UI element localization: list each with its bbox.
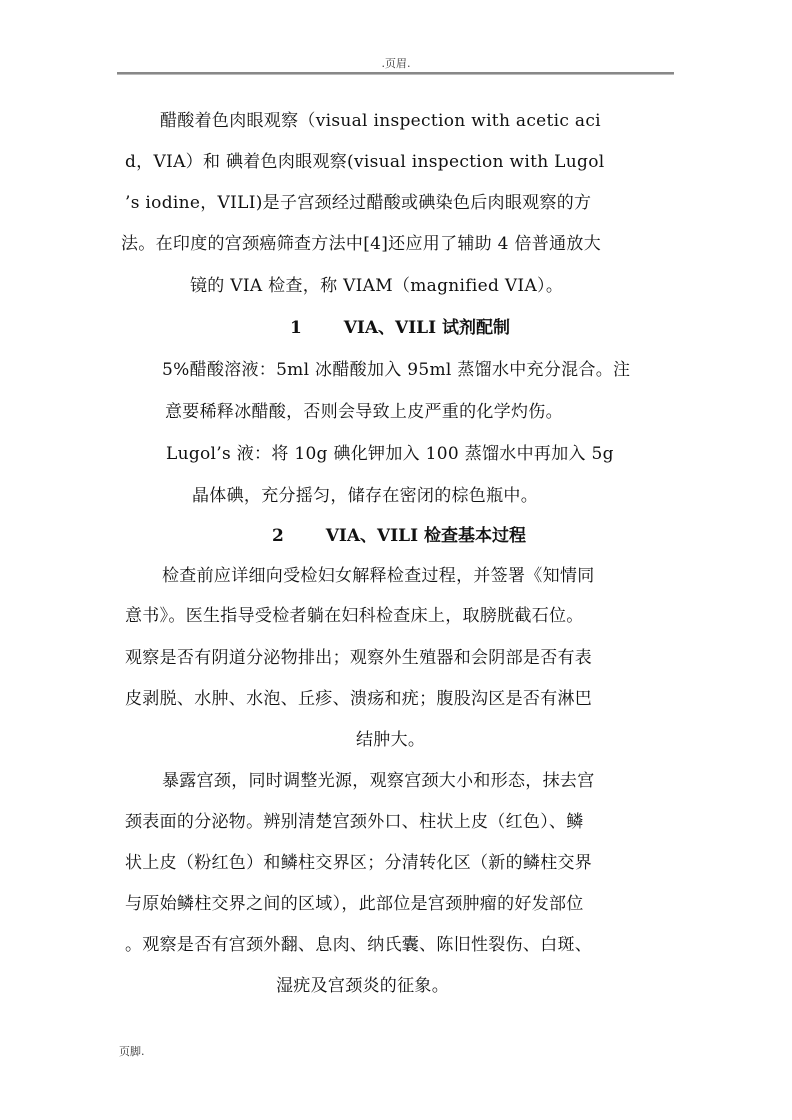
- heading-number: 1: [290, 318, 302, 338]
- heading-number: 2: [272, 526, 284, 546]
- heading-title: VIA、VILI 试剂配制: [343, 318, 510, 338]
- text-line: d，VIA）和 碘着色肉眼观察(visual inspection with Lugol: [125, 152, 605, 172]
- text-line: 晶体碘，充分摇匀，储存在密闭的棕色瓶中。: [192, 486, 538, 506]
- text-line: 意要稀释冰醋酸，否则会导致上皮严重的化学灼伤。: [165, 402, 563, 422]
- text-line: 湿疣及宫颈炎的征象。: [276, 976, 449, 996]
- text-line: 。观察是否有宫颈外翻、息肉、纳氏囊、陈旧性裂伤、白斑、: [125, 935, 593, 955]
- text-line: 观察是否有阴道分泌物排出；观察外生殖器和会阴部是否有表: [125, 648, 593, 668]
- text-line: 状上皮（粉红色）和鳞柱交界区；分清转化区（新的鳞柱交界: [125, 853, 593, 873]
- text-line: 皮剥脱、水肿、水泡、丘疹、溃疡和疣；腹股沟区是否有淋巴: [125, 689, 593, 709]
- text-line: 镜的 VIA 检查，称 VIAM（magnified VIA）。: [190, 276, 564, 296]
- text-line: Lugol’s 液：将 10g 碘化钾加入 100 蒸馏水中再加入 5g: [166, 444, 614, 464]
- page-header: .页眉.: [381, 57, 411, 70]
- text-line: 检查前应详细向受检妇女解释检查过程，并签署《知情同: [162, 566, 595, 586]
- header-divider: [117, 72, 674, 75]
- section-heading-2: [272, 521, 526, 546]
- text-line: 颈表面的分泌物。辨别清楚宫颈外口、柱状上皮（红色）、鳞: [125, 812, 584, 832]
- text-line: 结肿大。: [356, 730, 426, 750]
- text-line: 与原始鳞柱交界之间的区域），此部位是宫颈肿瘤的好发部位: [125, 894, 584, 914]
- page-footer: 页脚.: [119, 1045, 145, 1058]
- text-line: 法。在印度的宫颈癌筛查方法中[4]还应用了辅助 4 倍普通放大: [121, 234, 602, 254]
- heading-title: VIA、VILI 检查基本过程: [325, 526, 526, 546]
- section-heading-1: [290, 313, 510, 338]
- text-line: ’s iodine，VILI)是子宫颈经过醋酸或碘染色后肉眼观察的方: [125, 193, 592, 213]
- text-line: 意书》。医生指导受检者躺在妇科检查床上，取膀胱截石位。: [125, 606, 584, 626]
- text-line: 暴露宫颈，同时调整光源，观察宫颈大小和形态，抹去宫: [162, 771, 595, 791]
- text-line: 5%醋酸溶液：5ml 冰醋酸加入 95ml 蒸馏水中充分混合。注: [162, 360, 631, 380]
- text-line: 醋酸着色肉眼观察（visual inspection with acetic aci: [160, 111, 601, 131]
